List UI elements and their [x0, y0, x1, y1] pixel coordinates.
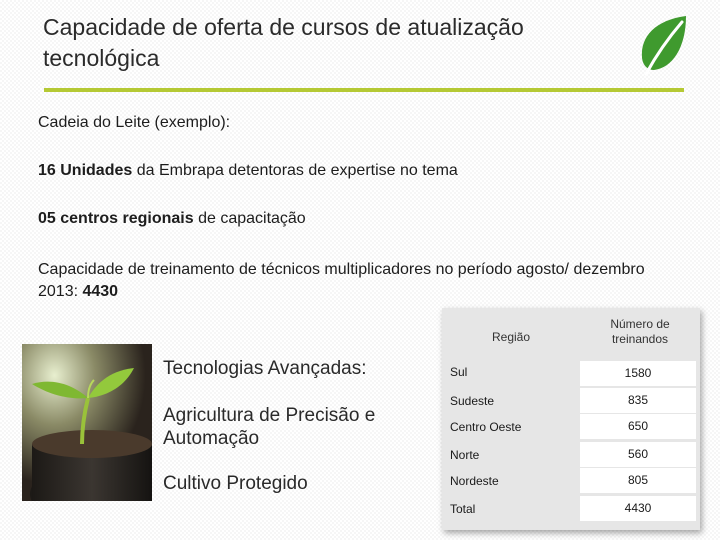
- count-cell: 650: [580, 414, 696, 439]
- capacity-value: 4430: [82, 283, 119, 300]
- leaf-icon: [636, 14, 690, 76]
- count-cell: 560: [580, 442, 696, 467]
- units-line: [38, 160, 458, 182]
- technology-item-protected: Cultivo Protegido: [163, 473, 308, 494]
- technology-item-precision: Agricultura de Precisão e Automação: [163, 405, 376, 449]
- count-cell: 805: [580, 468, 696, 493]
- dairy-chain-heading: Cadeia do Leite (exemplo):: [38, 114, 231, 131]
- seedling-photo: [22, 344, 152, 501]
- region-cell: Sudeste: [450, 394, 495, 408]
- centers-text: de capacitação: [193, 210, 306, 227]
- table-row: [442, 414, 700, 441]
- region-cell: Sul: [450, 365, 468, 379]
- table-row: [442, 388, 700, 415]
- centers-line: [38, 208, 306, 230]
- units-count: 16 Unidades: [38, 162, 133, 179]
- region-cell: Total: [450, 502, 476, 516]
- page-title: Capacidade de oferta de cursos de atualização tecnológica: [43, 14, 524, 71]
- title-divider: [44, 88, 684, 92]
- training-table: [442, 308, 700, 530]
- table-row: [442, 442, 700, 469]
- region-cell: Norte: [450, 448, 480, 462]
- table-row: [442, 359, 700, 386]
- count-cell: 4430: [580, 496, 696, 521]
- region-cell: Nordeste: [450, 474, 499, 488]
- capacity-line: [38, 259, 678, 303]
- column-header-count: Número de treinandos: [610, 317, 670, 346]
- centers-count: 05 centros regionais: [38, 210, 194, 227]
- region-cell: Centro Oeste: [450, 420, 522, 434]
- column-header-region: Região: [491, 330, 531, 344]
- table-row: [442, 468, 700, 495]
- table-row: [442, 496, 700, 523]
- units-text: da Embrapa detentoras de expertise no tema: [132, 162, 458, 179]
- count-cell: 1580: [580, 361, 696, 386]
- capacity-text: Capacidade de treinamento de técnicos multiplicadores no período agosto/ dezembro 2013:: [38, 261, 645, 300]
- count-cell: 835: [580, 388, 696, 413]
- technology-heading: Tecnologias Avançadas:: [163, 358, 367, 379]
